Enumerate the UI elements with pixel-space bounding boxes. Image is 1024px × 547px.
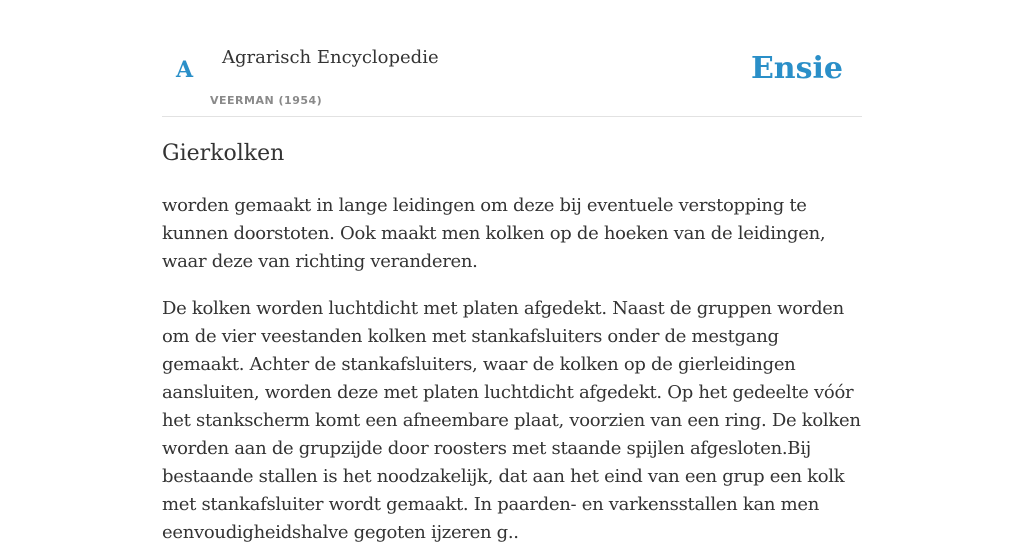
article-paragraph: worden gemaakt in lange leidingen om deze bij eventuele verstopping te kunnen doorstoten. Ook maakt men kolken op de hoeken van de leidingen, waar deze van richting veranderen. (162, 195, 826, 272)
ensie-logo-link[interactable]: Ensie (750, 51, 843, 86)
encyclopedia-logo-letter[interactable]: A (176, 57, 194, 83)
article-paragraph: De kolken worden luchtdicht met platen afgedekt. Naast de gruppen worden om de vier veestanden kolken met stankafsluiters onder de mestgang gemaakt. Achter de stankafsluiters, waar de kolken op de gierleidingen aansluiten, worden deze met platen luchtdicht afgedekt. Op het gedeelte vóór het stankscherm komt een afneembare plaat, voorzien van een ring. De kolken worden aan de grupzijde door roosters met staande spijlen afgesloten.Bij bestaande stallen is het noodzakelijk, dat aan het eind van een grup een kolk met stankafsluiter wordt gemaakt. In paarden- en varkensstallen kan men eenvoudigheidshalve gegoten ijzeren g.. (162, 298, 861, 543)
encyclopedia-title[interactable]: Agrarisch Encyclopedie (222, 47, 439, 68)
page-header (162, 0, 862, 117)
article (162, 138, 864, 547)
encyclopedia-source: VEERMAN (1954) (210, 94, 323, 107)
article-title: Gierkolken (162, 141, 285, 166)
